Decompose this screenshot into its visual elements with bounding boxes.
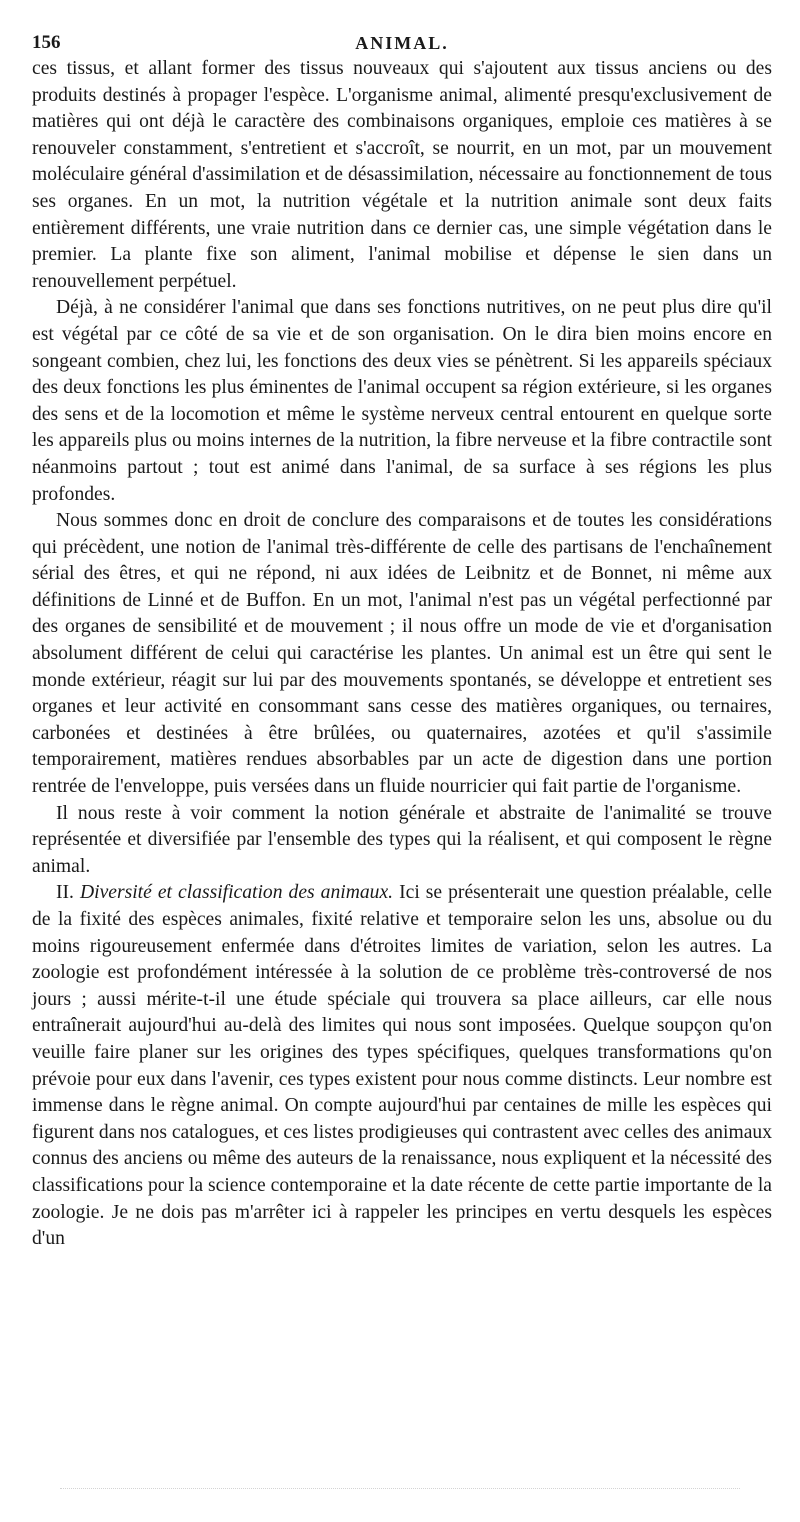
bottom-scan-artifact	[60, 1488, 740, 1491]
running-head	[32, 30, 772, 56]
section-title: Diversité et classification des animaux.	[79, 882, 394, 904]
section-paragraph	[32, 880, 772, 1252]
paragraph-4: Il nous reste à voir comment la notion générale et abstraite de l'animalité se trouve représentée et diversifiée par l'ensemble des types qui la réalisent, et qui composent le règne animal.	[32, 802, 772, 877]
section-heading	[56, 882, 393, 903]
body-text	[32, 56, 772, 1253]
page-number: 156	[32, 32, 61, 53]
paragraph-1: ces tissus, et allant former des tissus nouveaux qui s'ajoutent aux tissus anciens ou des produits destinés à propager l'espèce. L'organisme animal, alimenté presqu'exclusivement de matières qui ont déjà le caractère des combinaisons organiques, emploie ces matières à se renouveler constamment, s'entretient et s'accroît, se nourrit, en un mot, par un mouvement moléculaire général d'assimilation et de désassimilation, nécessaire au fonctionnement de tous ses organes. En un mot, la nutrition végétale et la nutrition animale sont deux faits entièrement différents, une vraie nutrition dans ce dernier cas, une simple végétation dans le premier. La plante fixe son aliment, l'animal mobilise et dépense le sien dans un renouvellement perpétuel.	[32, 58, 772, 292]
section-number: II.	[56, 882, 74, 904]
section-body: Ici se présenterait une question préalable, celle de la fixité des espèces animales, fixité relative et temporaire selon les uns, absolue ou du moins rigoureusement enfermée dans d'étroites limites de variation, selon les autres. La zoologie est profondément intéressée à la solution de ce problème très-controversé de nos jours ; aussi mérite-t-il une étude spéciale qui trouvera sa place ailleurs, car elle nous entraînerait aujourd'hui au-delà des limites qui nous sont imposées. Quelque soupçon qu'on veuille faire planer sur les origines des types spécifiques, quelques transformations qu'on prévoie pour eux dans l'avenir, ces types existent pour nous comme distincts. Leur nombre est immense dans le règne animal. On compte aujourd'hui par centaines de mille les espèces qui figurent dans nos catalogues, et ces listes prodigieuses qui contrastent avec celles des animaux connus des anciens ou même des auteurs de la renaissance, nous expliquent et la nécessité des classifications pour la science contemporaine et la date récente de cette partie importante de la zoologie. Je ne dois pas m'arrêter ici à rappeler les principes en vertu desquels les espèces d'un	[32, 882, 772, 1250]
paragraph-3: Nous sommes donc en droit de conclure des comparaisons et de toutes les considérations qui précèdent, une notion de l'animal très-différente de celle des partisans de l'enchaînement sérial des êtres, et qui ne répond, ni aux idées de Leibnitz et de Bonnet, ni même aux définitions de Linné et de Buffon. En un mot, l'animal n'est pas un végétal perfectionné par des organes de sensibilité et de mouvement ; il nous offre un mode de vie et d'organisation absolument différent de celui qui caractérise les plantes. Un animal est un être qui sent le monde extérieur, réagit sur lui par des mouvements spontanés, se développe et entretient ses organes et leur activité en consommant sans cesse des matières organiques, ou ternaires, carbonées et destinées à être brûlées, ou quaternaires, azotées et qu'il s'assimile temporairement, matières rendues absorbables par un acte de digestion dans une portion rentrée de l'enveloppe, puis versées dans un fluide nourricier qui fait partie de l'organisme.	[32, 510, 772, 798]
running-title: ANIMAL.	[355, 33, 449, 53]
paragraph-2: Déjà, à ne considérer l'animal que dans ses fonctions nutritives, on ne peut plus dire qu'il est végétal par ce côté de sa vie et de son organisation. On le dira bien moins encore en songeant combien, chez lui, les fonctions des deux vies se pénètrent. Si les appareils spéciaux des deux fonctions les plus éminentes de l'animal occupent sa région extérieure, si les organes des sens et de la locomotion et même le système nerveux central entourent en quelque sorte les appareils plus ou moins internes de la nutrition, la fibre nerveuse et la fibre contractile sont néanmoins partout ; tout est animé dans l'animal, de sa surface à ses régions les plus profondes.	[32, 297, 772, 505]
